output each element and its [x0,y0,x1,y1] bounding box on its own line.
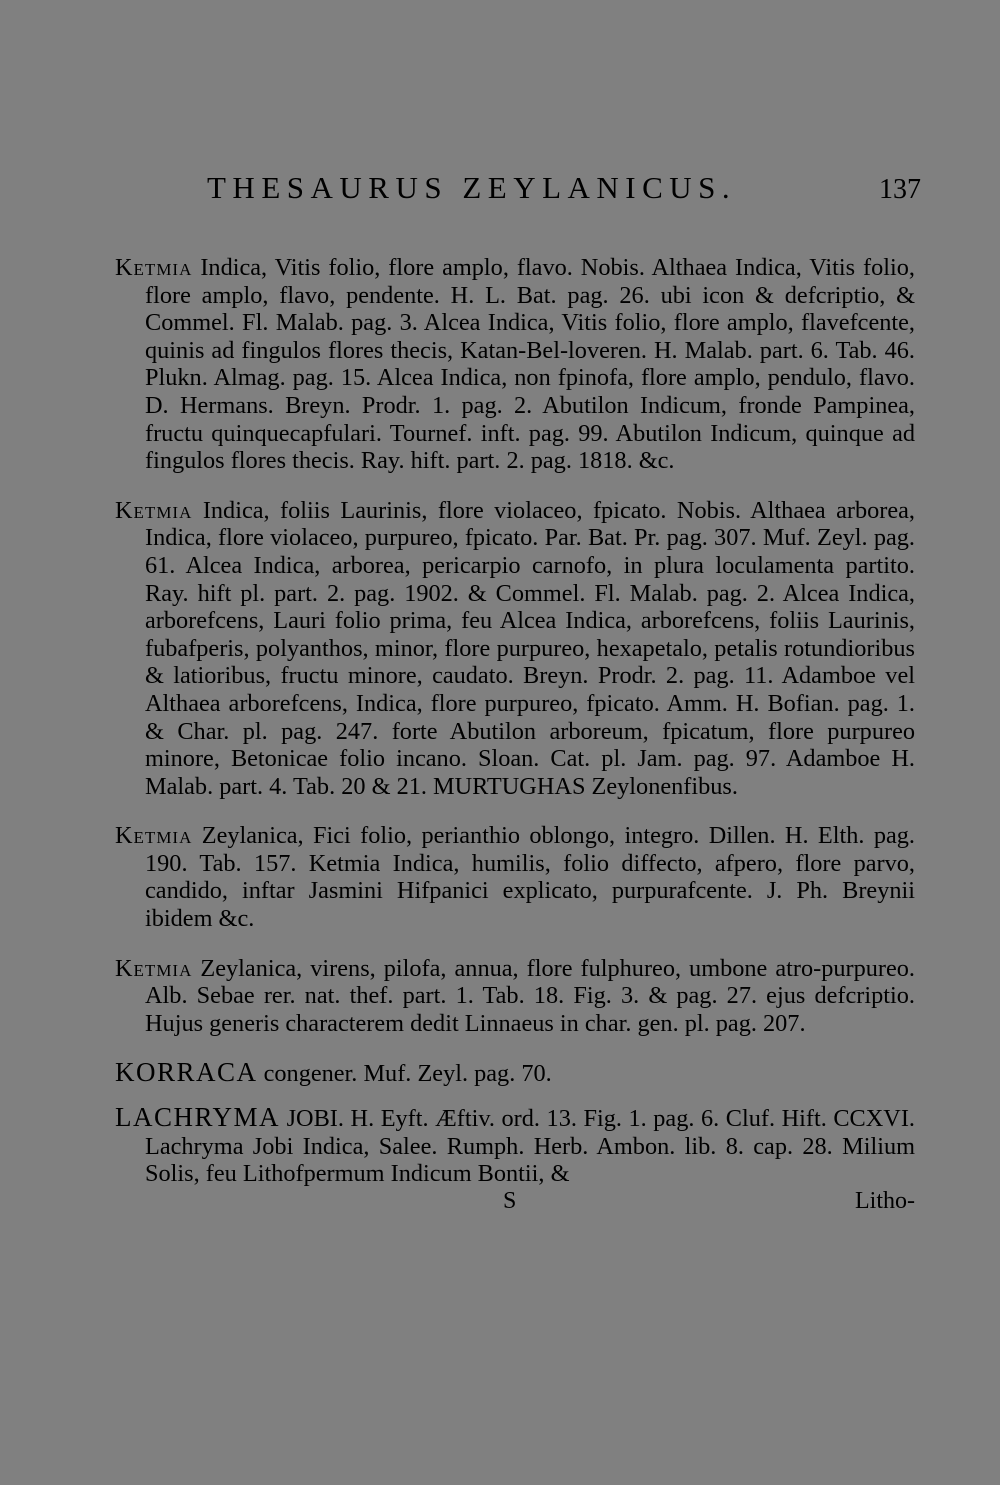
page-header [115,170,921,220]
entry-headword: Ketmia [115,496,193,524]
entry-headword: Ketmia [115,254,193,281]
page-footer [115,1188,915,1218]
entry-headword: Ketmia [115,822,193,850]
entry-headword: Ketmia [115,954,193,982]
entry-text: Indica, foliis Laurinis, flore violaceo, fpicato. Nobis. Althaea arborea, Indica, flore violaceo, purpureo, fpicato. Par. Bat. Pr. pag. 307. Muf. Zeyl. pag. 61. Alcea Indica, arborea, pericarpio carnofo, in plura loculamenta partito. Ray. hift pl. part. 2. pag. 1902. & Commel. Fl. Malab. pag. 2. Alcea Indica, arborefcens, Lauri folio prima, feu Alcea Indica, arborefcens, foliis Laurinis, fubafperis, polyanthos, minor, flore purpureo, hexapetalo, petalis rotundioribus & latioribus, fructu minore, caudato. Breyn. Prodr. 2. pag. 11. Adamboe vel Althaea arborefcens, Indica, flore purpureo, fpicato. Amm. H. Bofian. pag. 1. & Char. pl. pag. 247. forte Abutilon arboreum, fpicatum, flore purpureo minore, Betonicae folio incano. Sloan. Cat. pl. Jam. pag. 97. Adamboe H. Malab. part. 4. Tab. 20 & 21. MURTUGHAS Zeylonenfibus. [145,496,916,800]
entry-ketmia-3 [115,822,915,932]
entry-text: Indica, Vitis folio, flore amplo, flavo. Nobis. Althaea Indica, Vitis folio, flore amplo, flavo, pendente. H. L. Bat. pag. 26. ubi icon & defcriptio, & Commel. Fl. Malab. pag. 3. Alcea Indica, Vitis folio, flore amplo, flavefcente, quinis ad fingulos flores thecis, Katan-Bel-loveren. H. Malab. part. 6. Tab. 46. Plukn. Almag. pag. 15. Alcea Indica, non fpinofa, flore amplo, pendulo, flavo. D. Hermans. Breyn. Prodr. 1. pag. 2. Abutilon Indicum, fronde Pampinea, fructu quinquecapfulari. Tournef. inft. pag. 99. Abutilon Indicum, quinque ad fingulos flores thecis. Ray. hift. part. 2. pag. 1818. &c. [145,254,916,475]
book-page [115,170,921,1218]
signature-mark: S [503,1187,517,1214]
entry-text: Zeylanica, Fici folio, perianthio oblongo, integro. Dillen. H. Elth. pag. 190. Tab. 157. Ketmia Indica, humilis, folio diffecto, afpero, flore parvo, candido, inftar Jasmini Hifpanici explicato, purpurafcente. J. Ph. Breynii ibidem &c. [145,822,915,933]
entry-headword: KORRACA [115,1057,258,1088]
entry-ketmia-1 [115,254,915,475]
entry-ketmia-2 [115,497,915,801]
catchword: Litho- [855,1187,915,1214]
entry-korraca [115,1059,915,1088]
running-title: THESAURUS ZEYLANICUS. [207,170,737,205]
entry-text: Zeylanica, virens, pilofa, annua, flore fulphureo, umbone atro-purpureo. Alb. Sebae rer. nat. thef. part. 1. Tab. 18. Fig. 3. & pag. 27. ejus defcriptio. Hujus generis characterem dedit Linnaeus in char. gen. pl. pag. 207. [145,954,916,1037]
page-number: 137 [879,174,921,205]
entry-text: JOBI. H. Eyft. Æftiv. ord. 13. Fig. 1. pag. 6. Cluf. Hift. CCXVI. Lachryma Jobi Indica, Salee. Rumph. Herb. Ambon. lib. 8. cap. 28. Milium Solis, feu Lithofpermum Indicum Bontii, & [145,1105,916,1188]
entry-text: congener. Muf. Zeyl. pag. 70. [263,1060,552,1088]
entry-lachryma-jobi [115,1104,915,1188]
entry-headword: LACHRYMA [115,1102,281,1133]
entry-ketmia-4 [115,955,915,1038]
